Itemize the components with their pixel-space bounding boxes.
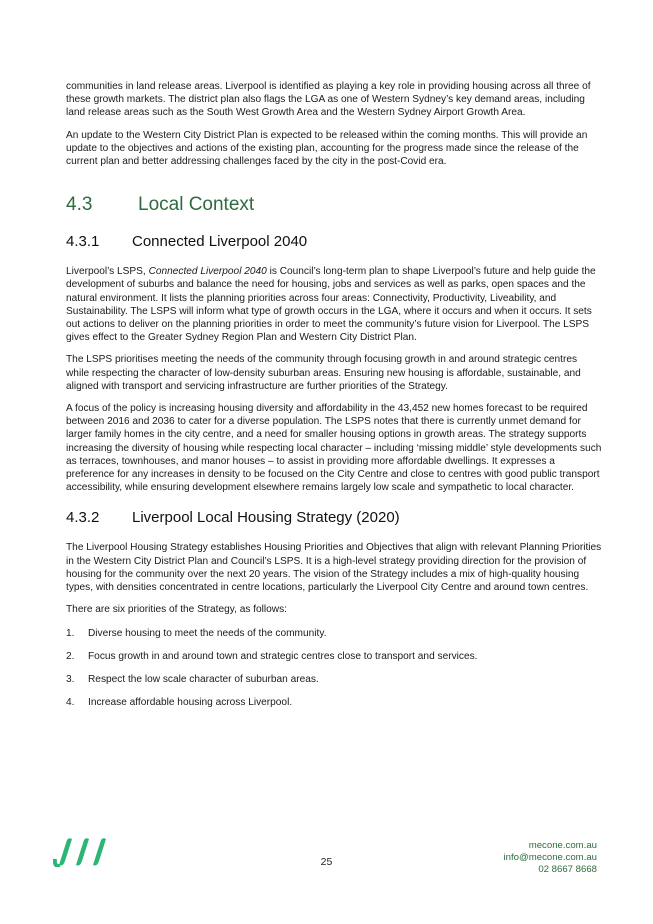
footer-contact bbox=[504, 840, 597, 876]
list-item-number: 1. bbox=[66, 628, 75, 640]
list-item-text: Focus growth in and around town and strategic centres close to transport and services. bbox=[88, 651, 478, 663]
intro-paragraph-2: An update to the Western City District Plan is expected to be released within the coming months. This will provide an update to the objectives and actions of the existing plan, accounting for the progress made since the release of the current plan and better addressing challenges faced by the city in the post-Covid era. bbox=[66, 129, 588, 168]
lsps-paragraph-1 bbox=[66, 265, 602, 344]
lhs-paragraph-2: There are six priorities of the Strategy, as follows: bbox=[66, 604, 287, 616]
email-link[interactable]: info@mecone.com.au bbox=[503, 852, 597, 863]
page-number: 25 bbox=[320, 856, 333, 868]
subsection-number-1: 4.3.1 bbox=[66, 233, 100, 251]
list-item-text: Increase affordable housing across Liverpool. bbox=[88, 697, 293, 709]
intro-paragraph-1: communities in land release areas. Liverpool is identified as playing a key role in providing housing across all three of these growth markets. The district plan also flags the LGA as one of Western Sydney’s key demand areas, including land release areas such as the South West Growth Area and the Western Sydney Airport Growth Area. bbox=[66, 81, 591, 119]
subsection-heading-2 bbox=[66, 509, 602, 527]
page-content bbox=[66, 80, 602, 719]
lsps-paragraph-2: The LSPS prioritises meeting the needs of the community through focusing growth in and around strategic centres while respecting the character of low-density suburban areas. Ensuring new housing is affordable, sustainable, and aligned with transport and servicing infrastructure are further priorities of the Strategy. bbox=[66, 354, 581, 392]
lsps-p1-post: is Council’s long-term plan to shape Liverpool’s future and help guide the development of suburbs and balance the need for housing, jobs and services as well as parks, open spaces and the natural environment. It lists the planning priorities across four areas: Connectivity, Productivity, Liveability, and Sustainability. The LSPS will inform what type of growth occurs in the LGA, where it occurs and when it occurs. It sets out actions to deliver on the planning priorities in order to meet the community’s future vision for Liverpool. The LSPS gives effect to the Greater Sydney Region Plan and Western City District Plan. bbox=[66, 266, 596, 344]
subsection-heading-1 bbox=[66, 233, 602, 251]
list-item bbox=[66, 627, 602, 640]
list-item-text: Respect the low scale character of suburban areas. bbox=[88, 674, 319, 686]
subsection-title-1: Connected Liverpool 2040 bbox=[132, 233, 308, 251]
list-item-number: 4. bbox=[66, 697, 75, 709]
lsps-p1-italic: Connected Liverpool 2040 bbox=[148, 266, 267, 278]
phone-number: 02 8667 8668 bbox=[538, 864, 597, 875]
subsection-number-2: 4.3.2 bbox=[66, 509, 100, 527]
section-number: 4.3 bbox=[66, 194, 93, 216]
list-item bbox=[66, 673, 602, 686]
lhs-paragraph-1: The Liverpool Housing Strategy establishes Housing Priorities and Objectives that align with relevant Planning Priorities in the Western City District Plan and Council’s LSPS. It is a high-level strategy providing direction for the provision of housing for the community over the next 20 years. The vision of the Strategy includes a mix of high-quality housing types, with densities concentrated in centre locations, particularly the Liverpool City Centre and around town centres. bbox=[66, 542, 602, 594]
lsps-p1-pre: Liverpool’s LSPS, bbox=[66, 266, 149, 278]
list-item bbox=[66, 696, 602, 709]
list-item-number: 2. bbox=[66, 651, 75, 663]
section-title: Local Context bbox=[138, 194, 255, 216]
lsps-paragraph-3: A focus of the policy is increasing housing diversity and affordability in the 43,452 new homes forecast to be required between 2016 and 2036 to cater for a diverse population. The LSPS notes that there is currently unmet demand for larger family homes in the city centre, and a need for smaller housing options in growth areas. The strategy supports increasing the diversity of housing while respecting local character – including ‘missing middle’ style developments such as terraces, townhouses, and manor houses – to assist in providing more affordable dwellings. It expresses a preference for any increases in density to be focused on the City Centre and close to centres with good public transport accessibility, while ensuring development elsewhere remains largely low scale and sympathetic to local character. bbox=[66, 403, 602, 494]
website-link[interactable]: mecone.com.au bbox=[528, 840, 597, 851]
priorities-list bbox=[66, 627, 602, 709]
subsection-title-2: Liverpool Local Housing Strategy (2020) bbox=[132, 509, 400, 527]
list-item bbox=[66, 650, 602, 663]
list-item-number: 3. bbox=[66, 674, 75, 686]
section-heading bbox=[66, 194, 602, 216]
list-item-text: Diverse housing to meet the needs of the community. bbox=[88, 628, 327, 640]
